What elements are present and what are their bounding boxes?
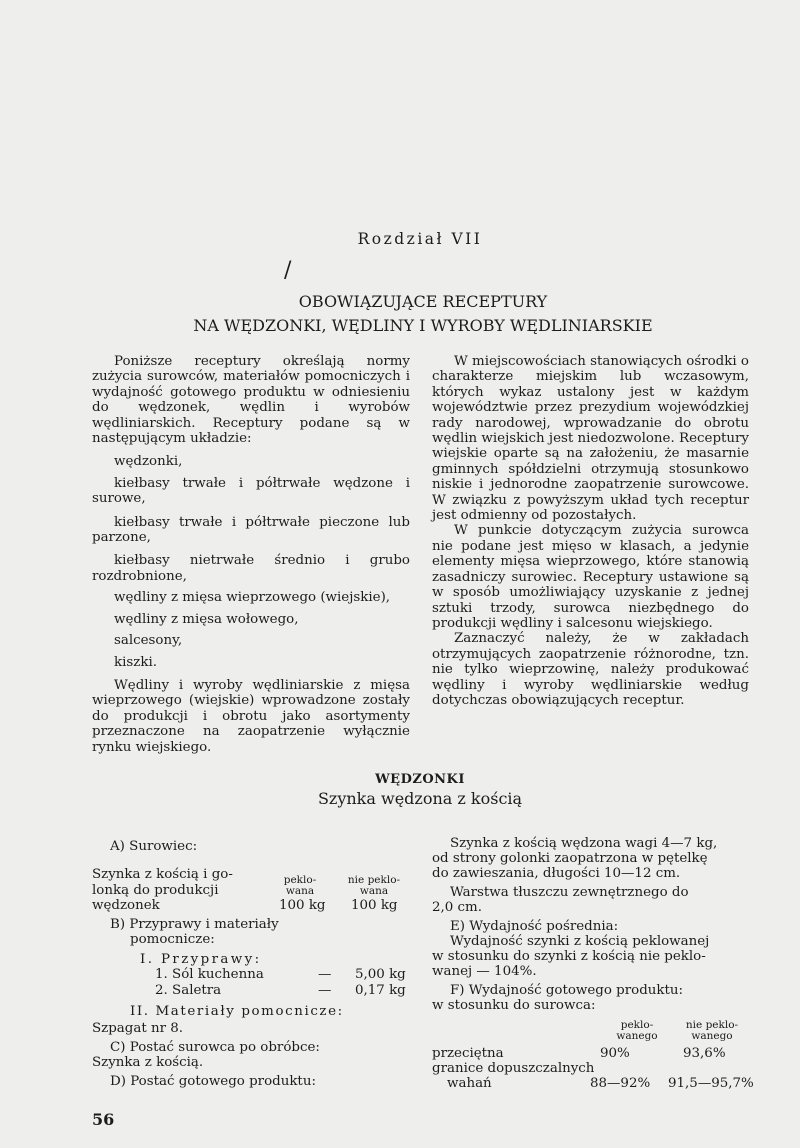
intro-paragraph: Poniższe receptury określają normy zużycia surowców, materiałów pomocniczych i wydajność gotowego produktu w odniesieniu do wędzonek, wędlin i wyrobów wędliniarskich. Receptury podane są w następującym układzie: — [92, 354, 410, 447]
processed-form-label: C) Postać surowca po obróbce: — [110, 1040, 320, 1055]
intermediate-yield-text: w stosunku do szynki z kością nie peklo- — [432, 949, 706, 964]
yield-limits-cured: 88—92% — [590, 1076, 651, 1091]
list-item: wędliny z mięsa wołowego, — [114, 611, 299, 627]
yield-cured-header: peklo- — [620, 1019, 654, 1031]
intermediate-yield-label: E) Wydajność pośrednia: — [450, 919, 619, 934]
yield-average-cured: 90% — [600, 1046, 630, 1061]
final-form-label: D) Postać gotowego produktu: — [110, 1074, 316, 1089]
section-heading: WĘDZONKI — [375, 772, 465, 787]
cured-header: wana — [285, 885, 315, 897]
uncured-header: nie peklo- — [347, 874, 401, 886]
cured-value: 100 kg — [279, 898, 326, 913]
yield-cured-header: wanego — [616, 1030, 658, 1042]
spices-section-label: B) Przyprawy i materiały — [110, 917, 279, 932]
paragraph: W miejscowościach stanowiących ośrodki o charakterze miejskim lub wczasowym, których wykaz ustalony jest w każdym województwie przez prezydium wojewódzkiej rady narodowej, wprowadzanie do obrotu wędlin wiejskich jest niedozwolone. Receptury wiejskie oparte są na założeniu, że masarnie gminnych spółdzielni otrzymują stosunkowo niskie i jednorodne zaopatrzenie surowcowe. W związku z powyższym układ tych receptur jest odmienny od pozostałych. — [432, 354, 749, 524]
yield-limits-label: wahań — [447, 1076, 492, 1091]
paragraph: W punkcie dotyczącym zużycia surowca nie podane jest mięso w klasach, a jedynie elementy mięsa wieprzowego, które stanowią zasadniczy surowiec. Receptury ustawione są w sposób umożliwiający uzyskanie z jednej sztuki trzody, surowca niezbędnego do produkcji wędliny i salcesonu wiejskiego. — [432, 523, 749, 631]
list-item: kiełbasy nietrwałe średnio i grubo rozdrobnione, — [92, 553, 410, 584]
raw-material-label: A) Surowiec: — [110, 839, 198, 854]
yield-uncured-header: wanego — [691, 1030, 733, 1042]
title-line-1: OBOWIĄZUJĄCE RECEPTURY — [298, 292, 548, 311]
uncured-value: 100 kg — [351, 898, 398, 913]
product-description: od strony golonki zaopatrzona w pętelkę — [432, 851, 708, 866]
intermediate-yield-text: wanej — 104%. — [432, 964, 537, 979]
yield-limits-label: granice dopuszczalnych — [432, 1061, 595, 1076]
spice-amount: 0,17 kg — [355, 983, 406, 998]
fat-layer-note: Warstwa tłuszczu zewnętrznego do — [450, 885, 689, 900]
left-text-column — [92, 354, 410, 755]
list-item: kiełbasy trwałe i półtrwałe wędzone i surowe, — [92, 475, 410, 507]
list-item: wędzonki, — [114, 454, 183, 470]
yield-average-label: przeciętna — [432, 1046, 504, 1061]
product-description: do zawieszania, długości 10—12 cm. — [432, 866, 681, 881]
title-line-2: NA WĘDZONKI, WĘDLINY I WYROBY WĘDLINIARSKIE — [193, 316, 653, 335]
cured-header: peklo- — [283, 874, 317, 886]
recipe-title: Szynka wędzona z kością — [317, 789, 523, 808]
auxiliary-materials-label: II. Materiały pomocnicze: — [130, 1004, 344, 1019]
right-text-column — [432, 354, 749, 708]
spice-dash: — — [318, 983, 332, 998]
list-item: salcesony, — [114, 633, 183, 649]
list-item: wędliny z mięsa wieprzowego (wiejskie), — [114, 590, 391, 606]
final-yield-subtitle: w stosunku do surowca: — [432, 998, 596, 1013]
processed-form-value: Szynka z kością. — [92, 1055, 204, 1070]
yield-uncured-header: nie peklo- — [685, 1019, 739, 1031]
twine-value: Szpagat nr 8. — [92, 1021, 184, 1036]
stray-pen-mark: / — [284, 258, 292, 283]
product-description: Szynka z kością wędzona wagi 4—7 kg, — [450, 836, 718, 851]
raw-material-line: Szynka z kością i go- — [92, 867, 233, 882]
intermediate-yield-text: Wydajność szynki z kością peklowanej — [450, 934, 710, 949]
chapter-heading: Rozdział VII — [357, 230, 483, 248]
spice-dash: — — [318, 967, 332, 982]
spice-amount: 5,00 kg — [355, 967, 406, 982]
list-item: kiełbasy trwałe i półtrwałe pieczone lub parzone, — [92, 514, 410, 546]
list-item: kiszki. — [114, 654, 157, 670]
page-number: 56 — [92, 1110, 115, 1129]
uncured-header: wana — [359, 885, 389, 897]
spice-name: 1. Sól kuchenna — [155, 967, 264, 982]
yield-limits-uncured: 91,5—95,7% — [668, 1076, 754, 1091]
yield-average-uncured: 93,6% — [683, 1046, 726, 1061]
spices-section-label: pomocnicze: — [130, 932, 215, 947]
spice-name: 2. Saletra — [155, 983, 222, 998]
paragraph: Zaznaczyć należy, że w zakładach otrzymujących zaopatrzenie różnorodne, tzn. nie tylko wieprzowinę, należy produkować wędliny i wyroby wędliniarskie według dotychczas obowiązujących receptur. — [432, 631, 749, 708]
spices-label: I. Przyprawy: — [140, 952, 262, 967]
closing-paragraph: Wędliny i wyroby wędliniarskie z mięsa wieprzowego (wiejskie) wprowadzone zostały do produkcji i obrotu jako asortymenty przeznaczone na zaopatrzenie wyłącznie rynku wiejskiego. — [92, 677, 410, 755]
fat-layer-note: 2,0 cm. — [432, 900, 483, 915]
final-yield-label: F) Wydajność gotowego produktu: — [450, 983, 684, 998]
raw-material-line: wędzonek — [92, 898, 160, 913]
raw-material-line: lonką do produkcji — [92, 883, 219, 898]
